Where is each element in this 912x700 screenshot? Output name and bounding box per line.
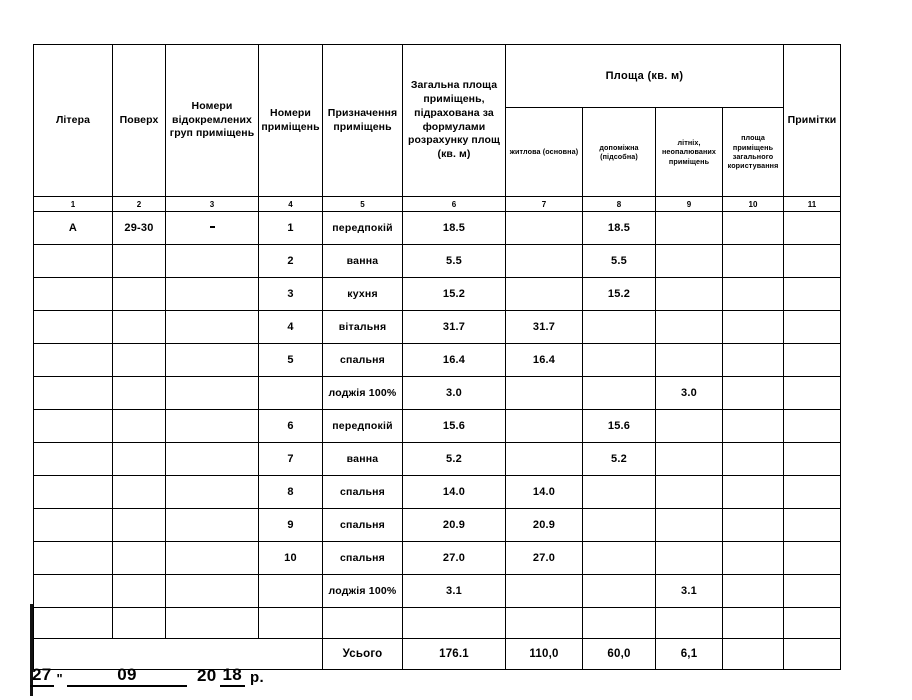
cell-total: 27.0 bbox=[403, 542, 506, 575]
cell-group bbox=[166, 443, 259, 476]
table-row bbox=[34, 245, 841, 278]
cell-purpose: лоджія 100% bbox=[323, 575, 403, 608]
cell-total: 16.4 bbox=[403, 344, 506, 377]
room-area-table-container bbox=[33, 44, 840, 670]
cell-living bbox=[506, 575, 583, 608]
cell-common bbox=[723, 245, 784, 278]
cell-living bbox=[506, 608, 583, 639]
cell-common bbox=[723, 410, 784, 443]
table-header bbox=[34, 45, 841, 197]
cell-litera bbox=[34, 542, 113, 575]
cell-number bbox=[259, 575, 323, 608]
cell-notes bbox=[784, 542, 841, 575]
cell-number: 9 bbox=[259, 509, 323, 542]
cell-number: 1 bbox=[259, 212, 323, 245]
header-floor: Поверх bbox=[113, 45, 166, 197]
cell-notes bbox=[784, 377, 841, 410]
cell-living bbox=[506, 212, 583, 245]
cell-number bbox=[259, 608, 323, 639]
cell-auxiliary bbox=[583, 311, 656, 344]
header-summer-area: літніх, неопалюваних приміщень bbox=[656, 108, 723, 197]
cell-floor bbox=[113, 608, 166, 639]
cell-floor bbox=[113, 245, 166, 278]
cell-litera bbox=[34, 344, 113, 377]
cell-auxiliary bbox=[583, 542, 656, 575]
cell-living: 31.7 bbox=[506, 311, 583, 344]
cell-litera bbox=[34, 278, 113, 311]
cell-group bbox=[166, 509, 259, 542]
table-row bbox=[34, 278, 841, 311]
cell-purpose: передпокій bbox=[323, 410, 403, 443]
header-purpose: Призначення приміщень bbox=[323, 45, 403, 197]
cell-common bbox=[723, 344, 784, 377]
cell-purpose: ванна bbox=[323, 245, 403, 278]
cell-number: 5 bbox=[259, 344, 323, 377]
cell-summer bbox=[656, 542, 723, 575]
table-row bbox=[34, 443, 841, 476]
cell-notes bbox=[784, 608, 841, 639]
cell-purpose: спальня bbox=[323, 344, 403, 377]
cell-common bbox=[723, 377, 784, 410]
table-row bbox=[34, 212, 841, 245]
cell-number: 2 bbox=[259, 245, 323, 278]
cell-litera: А bbox=[34, 212, 113, 245]
cell-total: 3.0 bbox=[403, 377, 506, 410]
cell-common bbox=[723, 608, 784, 639]
table-row bbox=[34, 542, 841, 575]
cell-floor bbox=[113, 542, 166, 575]
table-row bbox=[34, 476, 841, 509]
column-number: 2 bbox=[113, 197, 166, 212]
cell-living bbox=[506, 377, 583, 410]
cell-living: 14.0 bbox=[506, 476, 583, 509]
cell-notes bbox=[784, 311, 841, 344]
header-auxiliary-area: допоміжна (підсобна) bbox=[583, 108, 656, 197]
cell-number: 10 bbox=[259, 542, 323, 575]
table-row bbox=[34, 377, 841, 410]
cell-auxiliary: 5.2 bbox=[583, 443, 656, 476]
total-area-value: 176.1 bbox=[403, 639, 506, 670]
cell-group bbox=[166, 311, 259, 344]
cell-total: 5.5 bbox=[403, 245, 506, 278]
cell-litera bbox=[34, 476, 113, 509]
cell-litera bbox=[34, 311, 113, 344]
cell-summer bbox=[656, 476, 723, 509]
table-row bbox=[34, 509, 841, 542]
cell-auxiliary: 15.6 bbox=[583, 410, 656, 443]
cell-common bbox=[723, 542, 784, 575]
cell-group bbox=[166, 608, 259, 639]
cell-summer bbox=[656, 245, 723, 278]
header-group-numbers: Номери відокремлених груп приміщень bbox=[166, 45, 259, 197]
cell-litera bbox=[34, 575, 113, 608]
cell-purpose: лоджія 100% bbox=[323, 377, 403, 410]
header-common-area: площа приміщень загального користування bbox=[723, 108, 784, 197]
cell-notes bbox=[784, 212, 841, 245]
cell-summer bbox=[656, 443, 723, 476]
cell-auxiliary: 5.5 bbox=[583, 245, 656, 278]
cell-group bbox=[166, 212, 259, 245]
cell-summer bbox=[656, 608, 723, 639]
column-number-strip bbox=[34, 197, 841, 212]
cell-group bbox=[166, 542, 259, 575]
date-day: 27 bbox=[30, 666, 54, 687]
cell-total: 3.1 bbox=[403, 575, 506, 608]
cell-total: 15.6 bbox=[403, 410, 506, 443]
cell-floor bbox=[113, 443, 166, 476]
cell-number: 4 bbox=[259, 311, 323, 344]
cell-purpose: ванна bbox=[323, 443, 403, 476]
cell-notes bbox=[784, 575, 841, 608]
cell-group bbox=[166, 476, 259, 509]
header-litera: Літера bbox=[34, 45, 113, 197]
total-summer-value: 6,1 bbox=[656, 639, 723, 670]
cell-notes bbox=[784, 344, 841, 377]
cell-group bbox=[166, 410, 259, 443]
cell-summer bbox=[656, 212, 723, 245]
cell-common bbox=[723, 311, 784, 344]
cell-common bbox=[723, 443, 784, 476]
date-year: 18 bbox=[220, 666, 246, 687]
cell-summer bbox=[656, 311, 723, 344]
cell-floor: 29-30 bbox=[113, 212, 166, 245]
cell-purpose: передпокій bbox=[323, 212, 403, 245]
table-row bbox=[34, 575, 841, 608]
cell-total: 20.9 bbox=[403, 509, 506, 542]
cell-auxiliary bbox=[583, 377, 656, 410]
column-number: 3 bbox=[166, 197, 259, 212]
cell-living bbox=[506, 410, 583, 443]
cell-notes bbox=[784, 278, 841, 311]
cell-litera bbox=[34, 443, 113, 476]
cell-floor bbox=[113, 509, 166, 542]
header-area-group: Площа (кв. м) bbox=[506, 45, 784, 108]
date-year-suffix: р. bbox=[250, 669, 264, 686]
cell-total: 15.2 bbox=[403, 278, 506, 311]
cell-litera bbox=[34, 509, 113, 542]
total-common-value bbox=[723, 639, 784, 670]
cell-auxiliary bbox=[583, 575, 656, 608]
cell-living: 27.0 bbox=[506, 542, 583, 575]
cell-summer: 3.0 bbox=[656, 377, 723, 410]
cell-litera bbox=[34, 608, 113, 639]
table-total-row bbox=[34, 639, 841, 670]
column-number: 10 bbox=[723, 197, 784, 212]
room-area-table bbox=[33, 44, 841, 670]
total-living-value: 110,0 bbox=[506, 639, 583, 670]
cell-litera bbox=[34, 377, 113, 410]
cell-summer bbox=[656, 278, 723, 311]
cell-notes bbox=[784, 509, 841, 542]
total-notes-value bbox=[784, 639, 841, 670]
cell-notes bbox=[784, 410, 841, 443]
cell-common bbox=[723, 575, 784, 608]
header-room-numbers: Номери приміщень bbox=[259, 45, 323, 197]
table-row bbox=[34, 344, 841, 377]
column-number: 6 bbox=[403, 197, 506, 212]
cell-floor bbox=[113, 344, 166, 377]
dash-icon bbox=[210, 226, 215, 228]
cell-living: 16.4 bbox=[506, 344, 583, 377]
cell-notes bbox=[784, 476, 841, 509]
column-number: 11 bbox=[784, 197, 841, 212]
cell-summer bbox=[656, 410, 723, 443]
cell-litera bbox=[34, 245, 113, 278]
table-row bbox=[34, 410, 841, 443]
cell-notes bbox=[784, 245, 841, 278]
date-quote-mark: " bbox=[56, 671, 63, 686]
cell-purpose bbox=[323, 608, 403, 639]
column-number: 5 bbox=[323, 197, 403, 212]
cell-number: 6 bbox=[259, 410, 323, 443]
cell-floor bbox=[113, 476, 166, 509]
cell-auxiliary: 15.2 bbox=[583, 278, 656, 311]
cell-purpose: спальня bbox=[323, 509, 403, 542]
cell-litera bbox=[34, 410, 113, 443]
cell-floor bbox=[113, 410, 166, 443]
cell-common bbox=[723, 476, 784, 509]
table-row-empty bbox=[34, 608, 841, 639]
cell-total: 5.2 bbox=[403, 443, 506, 476]
cell-total bbox=[403, 608, 506, 639]
cell-floor bbox=[113, 278, 166, 311]
cell-group bbox=[166, 245, 259, 278]
cell-floor bbox=[113, 311, 166, 344]
cell-number: 7 bbox=[259, 443, 323, 476]
cell-auxiliary bbox=[583, 608, 656, 639]
cell-living: 20.9 bbox=[506, 509, 583, 542]
header-living-area: житлова (основна) bbox=[506, 108, 583, 197]
cell-auxiliary bbox=[583, 344, 656, 377]
header-total-area: Загальна площа приміщень, підрахована за формулами розрахунку площ (кв. м) bbox=[403, 45, 506, 197]
cell-living bbox=[506, 245, 583, 278]
cell-group bbox=[166, 278, 259, 311]
cell-auxiliary: 18.5 bbox=[583, 212, 656, 245]
column-number: 9 bbox=[656, 197, 723, 212]
cell-group bbox=[166, 575, 259, 608]
cell-group bbox=[166, 377, 259, 410]
cell-purpose: вітальня bbox=[323, 311, 403, 344]
cell-notes bbox=[784, 443, 841, 476]
total-row-spacer bbox=[34, 639, 323, 670]
table-row bbox=[34, 311, 841, 344]
cell-purpose: спальня bbox=[323, 476, 403, 509]
total-label: Усього bbox=[323, 639, 403, 670]
cell-summer bbox=[656, 344, 723, 377]
date-footer bbox=[30, 666, 264, 687]
cell-summer bbox=[656, 509, 723, 542]
cell-total: 18.5 bbox=[403, 212, 506, 245]
cell-total: 14.0 bbox=[403, 476, 506, 509]
column-number: 8 bbox=[583, 197, 656, 212]
cell-auxiliary bbox=[583, 509, 656, 542]
cell-number bbox=[259, 377, 323, 410]
date-month: 09 bbox=[67, 666, 187, 687]
cell-number: 8 bbox=[259, 476, 323, 509]
cell-common bbox=[723, 212, 784, 245]
cell-number: 3 bbox=[259, 278, 323, 311]
cell-floor bbox=[113, 575, 166, 608]
header-row-main bbox=[34, 45, 841, 108]
cell-summer: 3.1 bbox=[656, 575, 723, 608]
cell-auxiliary bbox=[583, 476, 656, 509]
column-number: 1 bbox=[34, 197, 113, 212]
cell-purpose: спальня bbox=[323, 542, 403, 575]
cell-common bbox=[723, 278, 784, 311]
cell-group bbox=[166, 344, 259, 377]
total-auxiliary-value: 60,0 bbox=[583, 639, 656, 670]
header-notes: Примітки bbox=[784, 45, 841, 197]
cell-total: 31.7 bbox=[403, 311, 506, 344]
cell-purpose: кухня bbox=[323, 278, 403, 311]
date-century: 20 bbox=[196, 666, 217, 685]
table-body bbox=[34, 197, 841, 670]
column-number: 4 bbox=[259, 197, 323, 212]
cell-living bbox=[506, 443, 583, 476]
cell-floor bbox=[113, 377, 166, 410]
cell-living bbox=[506, 278, 583, 311]
column-number: 7 bbox=[506, 197, 583, 212]
cell-common bbox=[723, 509, 784, 542]
